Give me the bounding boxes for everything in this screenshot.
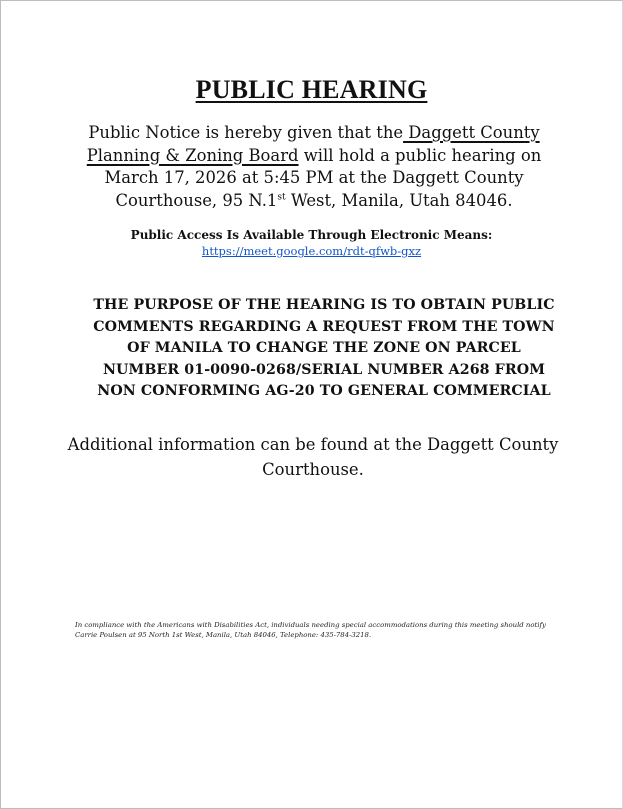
- ordinal-suffix: st: [277, 192, 286, 203]
- notice-paragraph: [81, 122, 547, 212]
- board-name: Daggett County Planning & Zoning Board: [86, 123, 540, 165]
- meeting-link[interactable]: https://meet.google.com/rdt-qfwb-gxz: [201, 244, 422, 258]
- notice-intro: Public Notice is hereby given that the: [88, 123, 404, 142]
- additional-info: Additional information can be found at the Daggett County Courthouse.: [67, 435, 559, 479]
- electronic-access-label: Public Access Is Available Through Electronic Means:: [130, 228, 493, 242]
- page-title: PUBLIC HEARING: [195, 75, 428, 104]
- hearing-purpose: THE PURPOSE OF THE HEARING IS TO OBTAIN PUBLIC COMMENTS REGARDING A REQUEST FROM THE TOWN OF MANILA TO CHANGE THE ZONE ON PARCEL NUMBER 01-0090-0268/SERIAL NUMBER A268 FROM NON CONFORMING AG-20 TO GENERAL COMMERCIAL: [93, 297, 555, 399]
- notice-details: will hold a public hearing on March 17, 2026 at 5:45 PM at the Daggett County Courthouse, 95 N.1: [104, 145, 542, 210]
- ada-compliance-note: In compliance with the Americans with Disabilities Act, individuals needing special accommodations during this meeting should notify Carrie Poulsen at 95 North 1st West, Manila, Utah 84046, Telephone: 435-784-3218.: [75, 621, 546, 639]
- notice-end: West, Manila, Utah 84046.: [285, 190, 513, 210]
